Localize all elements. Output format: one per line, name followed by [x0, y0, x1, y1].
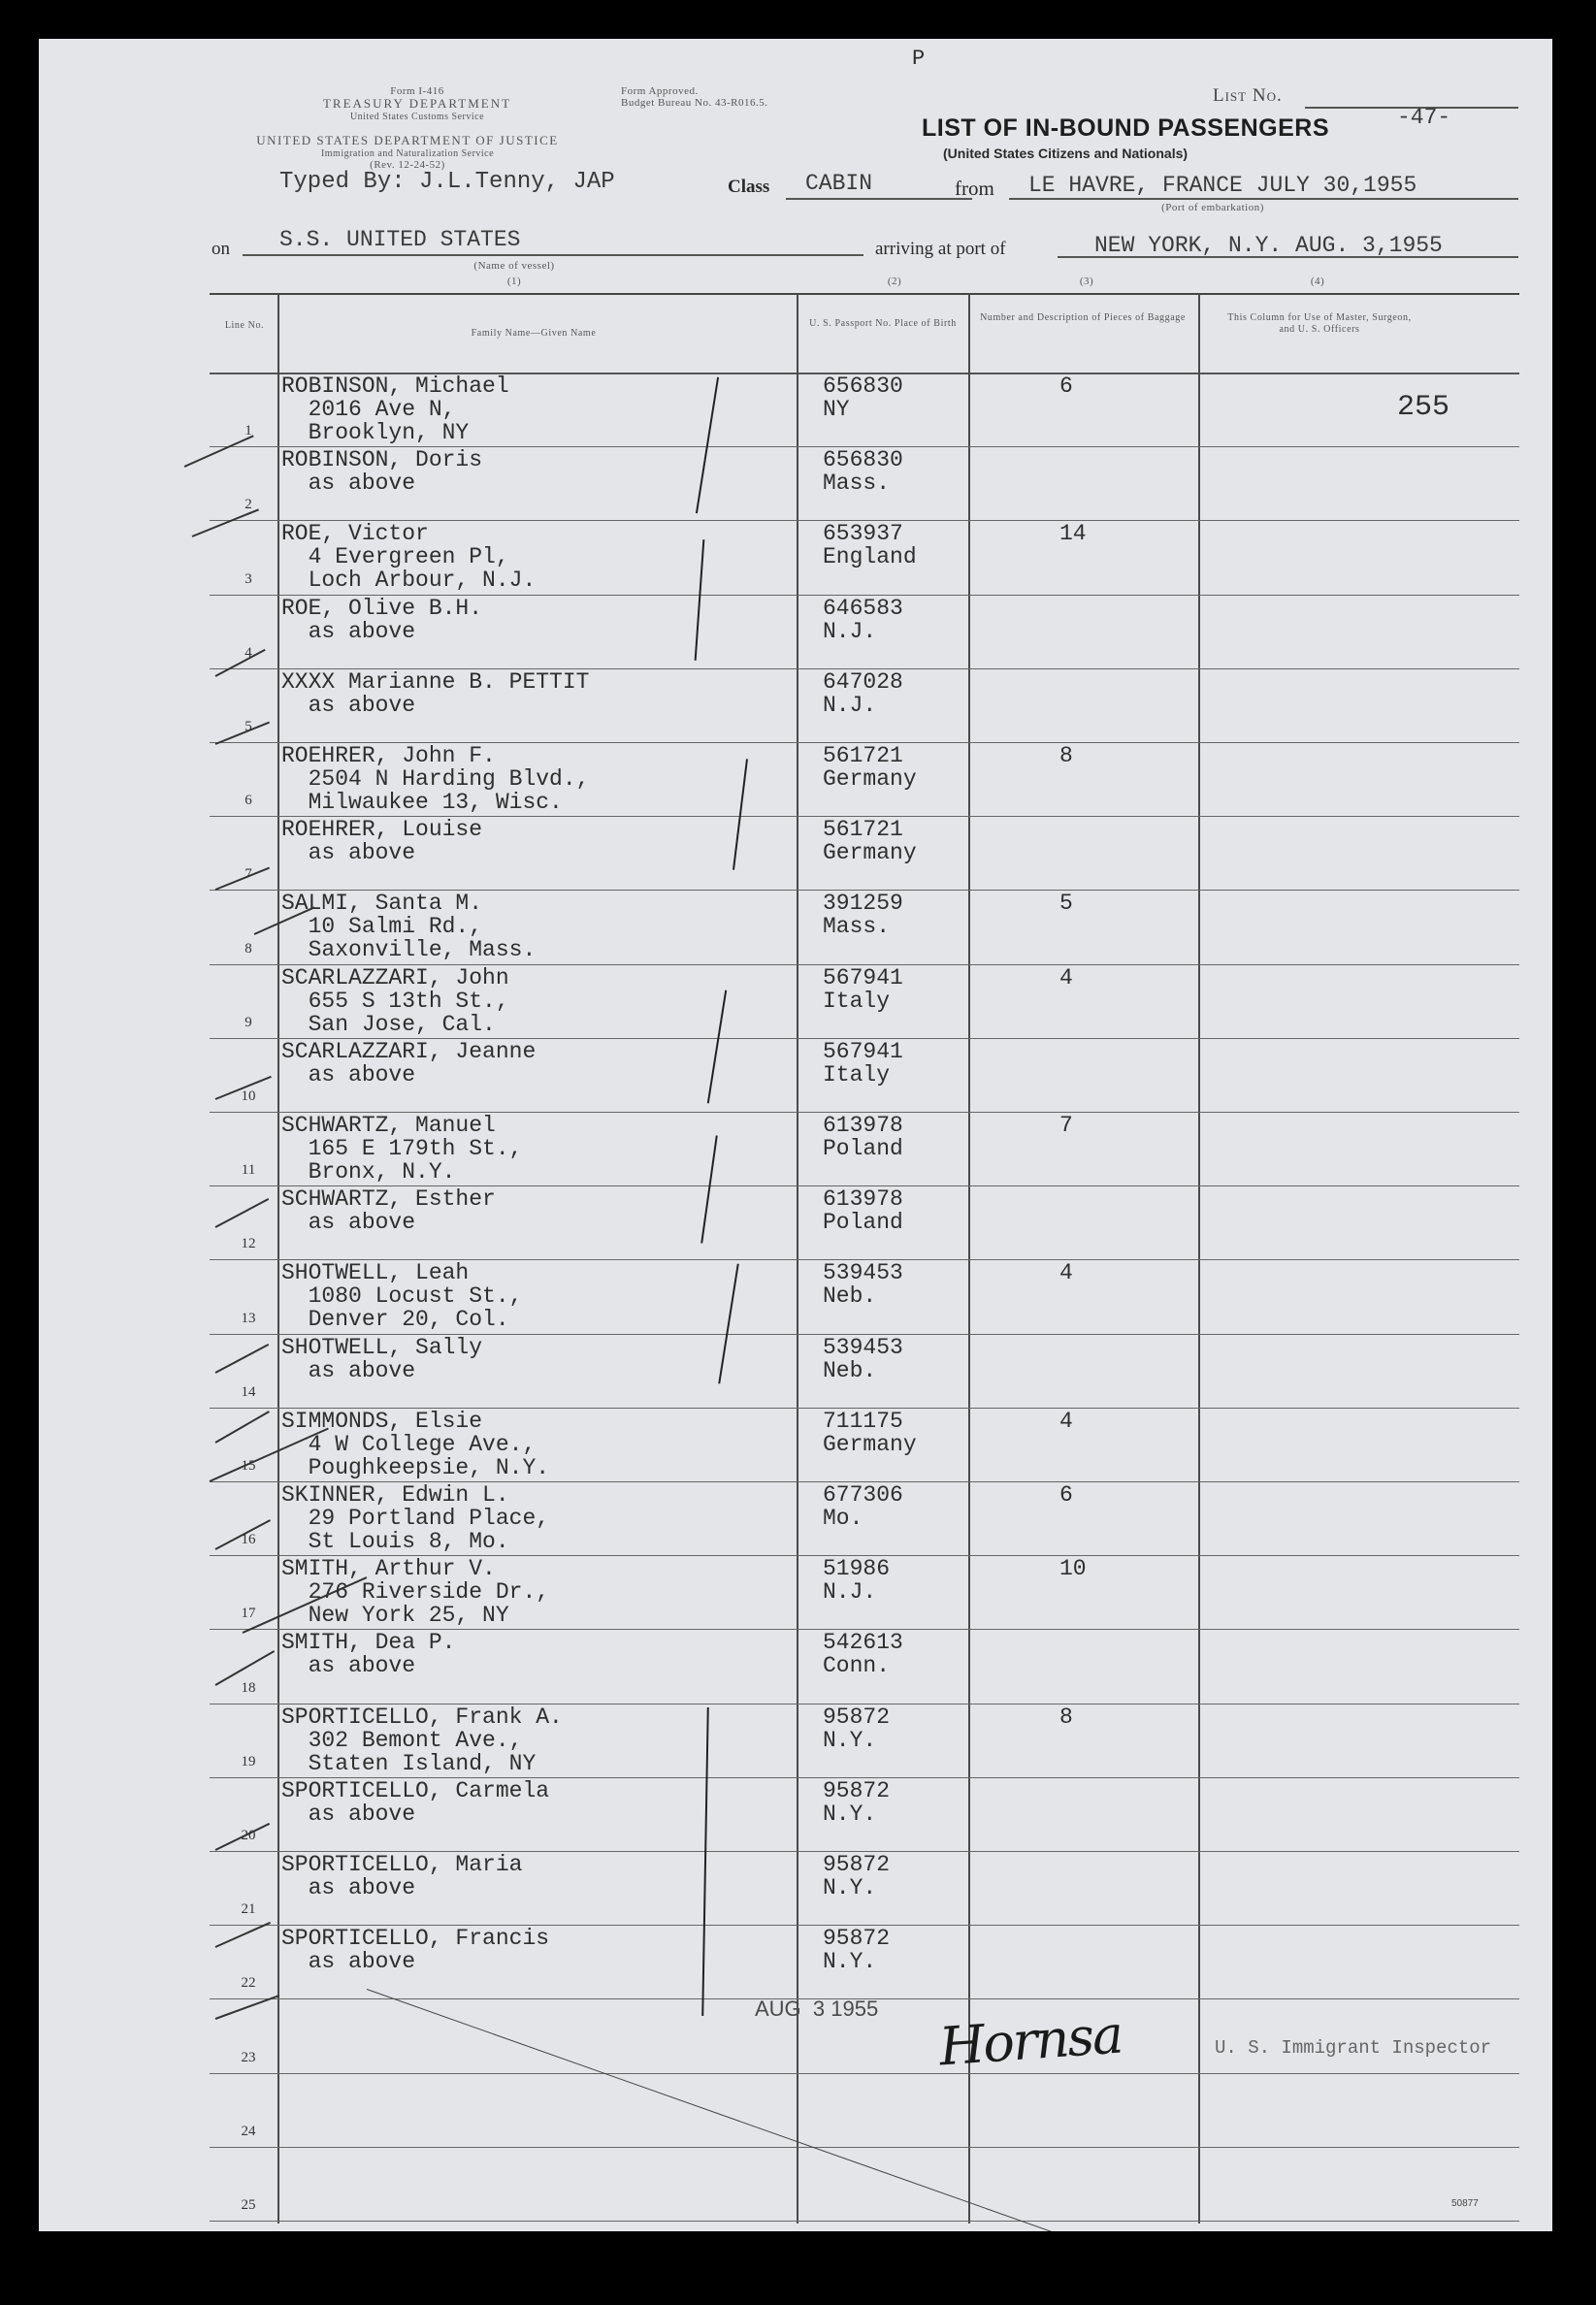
service-name: United States Customs Service: [349, 112, 485, 122]
line-number: 5: [244, 719, 252, 734]
line-tick: [192, 508, 259, 537]
line-number: 15: [241, 1458, 256, 1474]
footer-code: 50877: [1451, 2198, 1479, 2209]
department-name: TREASURY DEPARTMENT: [322, 96, 512, 111]
table-top-border: [210, 293, 1519, 295]
row-divider: [210, 2221, 1519, 2222]
officer-note: 255: [1397, 391, 1450, 424]
passenger-name: SCARLAZZARI, Jeanne as above: [281, 1038, 537, 1088]
baggage-count: 5: [1059, 891, 1073, 917]
col-number-2: (2): [887, 276, 902, 287]
col-divider-line: [277, 293, 279, 2224]
inspector-signature: Hornsa: [937, 2003, 1124, 2078]
passenger-name: SMITH, Dea P. as above: [281, 1630, 456, 1679]
port-embark-label: (Port of embarkation): [1161, 202, 1264, 213]
line-number: 16: [241, 1532, 256, 1548]
class-value: CABIN: [805, 171, 873, 196]
row-divider: [210, 2073, 1519, 2074]
check-mark: [695, 539, 705, 661]
col-divider-passport: [968, 293, 970, 2224]
form-number: Form I-416: [390, 85, 444, 97]
baggage-count: 7: [1059, 1113, 1073, 1138]
approval-line: Form Approved.: [621, 85, 699, 97]
check-mark: [733, 759, 748, 869]
line-tick: [215, 1198, 270, 1228]
passenger-name: SKINNER, Edwin L. 29 Portland Place, St Louis 8, Mo.: [281, 1482, 550, 1554]
passport-birthplace: 542613 Conn.: [823, 1630, 903, 1679]
check-mark: [718, 1264, 739, 1384]
baggage-count: 6: [1059, 373, 1073, 399]
line-number: 17: [241, 1606, 256, 1622]
baggage-count: 4: [1059, 1408, 1073, 1434]
from-value: LE HAVRE, FRANCE JULY 30,1955: [1028, 173, 1417, 198]
passenger-name: SALMI, Santa M. 10 Salmi Rd., Saxonville, Mass.: [281, 891, 537, 963]
passport-birthplace: 95872 N.Y.: [823, 1852, 891, 1900]
form-title: LIST OF IN-BOUND PASSENGERS: [922, 114, 1330, 142]
passport-birthplace: 391259 Mass.: [823, 891, 903, 940]
baggage-count: 10: [1059, 1556, 1087, 1582]
line-number: 19: [241, 1753, 256, 1769]
list-no-value: -47-: [1397, 105, 1451, 130]
col-number-4: (4): [1310, 276, 1325, 287]
list-no-label: List No.: [1213, 85, 1283, 106]
baggage-count: 8: [1059, 743, 1073, 768]
line-number: 22: [241, 1975, 256, 1992]
passenger-name: ROE, Victor 4 Evergreen Pl, Loch Arbour, N.J.: [281, 521, 537, 594]
line-number: 9: [244, 1014, 252, 1030]
line-number: 12: [241, 1236, 256, 1252]
col-head-line: Line No.: [224, 320, 265, 331]
line-number: 6: [244, 793, 252, 809]
line-number: 4: [244, 644, 252, 661]
line-tick: [215, 1344, 270, 1374]
col-number-1: (1): [506, 276, 522, 287]
line-number: 24: [241, 2123, 256, 2139]
passenger-name: SPORTICELLO, Francis as above: [281, 1926, 550, 1975]
line-number: 18: [241, 1679, 256, 1696]
passport-birthplace: 646583 N.J.: [823, 595, 903, 644]
line-number: 2: [244, 497, 252, 513]
passport-birthplace: 653937 England: [823, 521, 917, 570]
line-number: 20: [241, 1828, 256, 1843]
col-divider-name: [797, 293, 798, 2224]
check-mark: [707, 990, 727, 1104]
line-number: 11: [241, 1162, 256, 1179]
col-head-name: Family Name—Given Name: [471, 328, 597, 339]
passenger-name: SHOTWELL, Sally as above: [281, 1334, 483, 1383]
passport-birthplace: 539453 Neb.: [823, 1260, 903, 1310]
passenger-name: ROBINSON, Michael 2016 Ave N, Brooklyn, NY: [281, 373, 509, 445]
passenger-name: SPORTICELLO, Frank A. 302 Bemont Ave., Staten Island, NY: [281, 1704, 563, 1776]
from-label: from: [955, 177, 994, 200]
line-number: 13: [241, 1310, 256, 1326]
line-number: 3: [244, 570, 252, 587]
class-label: Class: [728, 177, 770, 197]
vessel-name: S.S. UNITED STATES: [279, 227, 521, 252]
row-divider: [210, 2147, 1519, 2148]
line-tick: [215, 1411, 270, 1444]
passenger-name: XXXX Marianne B. PETTIT as above: [281, 668, 590, 718]
vessel-underline: [243, 254, 863, 256]
col-divider-baggage: [1198, 293, 1200, 2224]
arrival-underline: [1058, 256, 1518, 258]
passport-birthplace: 677306 Mo.: [823, 1482, 903, 1531]
passport-birthplace: 656830 NY: [823, 373, 903, 422]
line-number: 25: [241, 2197, 256, 2213]
class-underline: [786, 198, 972, 200]
col-head-passport: U. S. Passport No. Place of Birth: [809, 318, 957, 329]
passenger-name: SMITH, Arthur V. 276 Riverside Dr., New York 25, NY: [281, 1556, 550, 1629]
passport-birthplace: 567941 Italy: [823, 964, 903, 1014]
line-number: 8: [244, 940, 252, 957]
passenger-name: SHOTWELL, Leah 1080 Locust St., Denver 20, Col.: [281, 1260, 523, 1333]
passport-birthplace: 613978 Poland: [823, 1113, 903, 1161]
passport-birthplace: 656830 Mass.: [823, 447, 903, 497]
baggage-count: 4: [1059, 1260, 1073, 1286]
passenger-name: ROBINSON, Doris as above: [281, 447, 483, 497]
passport-birthplace: 647028 N.J.: [823, 668, 903, 718]
baggage-count: 8: [1059, 1704, 1073, 1730]
baggage-count: 6: [1059, 1482, 1073, 1508]
revision-date: (Rev. 12-24-52): [370, 159, 445, 171]
passport-birthplace: 95872 N.Y.: [823, 1777, 891, 1827]
typed-by: Typed By: J.L.Tenny, JAP: [279, 169, 615, 195]
passenger-name: ROEHRER, John F. 2504 N Harding Blvd., Milwaukee 13, Wisc.: [281, 743, 590, 815]
check-mark: [696, 377, 719, 514]
line-tick: [184, 435, 254, 468]
passport-birthplace: 561721 Germany: [823, 817, 917, 866]
passport-birthplace: 95872 N.Y.: [823, 1926, 891, 1975]
col-number-3: (3): [1079, 276, 1094, 287]
passenger-name: SCHWARTZ, Manuel 165 E 179th St., Bronx, N.Y.: [281, 1113, 523, 1185]
vessel-label: (Name of vessel): [473, 260, 555, 272]
line-number: 10: [241, 1088, 256, 1104]
doj-name: UNITED STATES DEPARTMENT OF JUSTICE: [256, 133, 559, 147]
baggage-count: 4: [1059, 964, 1073, 990]
passport-birthplace: 95872 N.Y.: [823, 1704, 891, 1753]
check-mark: [701, 1707, 709, 2016]
passenger-name: SCHWARTZ, Esther as above: [281, 1186, 496, 1236]
passenger-name: SCARLAZZARI, John 655 S 13th St., San Jose, Cal.: [281, 964, 509, 1037]
arriving-label: arriving at port of: [875, 239, 1006, 259]
passenger-name: SIMMONDS, Elsie 4 W College Ave., Poughkeepsie, N.Y.: [281, 1408, 550, 1480]
line-number: 7: [244, 866, 252, 883]
passenger-name: ROEHRER, Louise as above: [281, 817, 483, 866]
passport-birthplace: 613978 Poland: [823, 1186, 903, 1236]
passenger-name: SPORTICELLO, Carmela as above: [281, 1777, 550, 1827]
on-label: on: [212, 239, 230, 259]
line-number: 23: [241, 2049, 256, 2065]
col-head-baggage: Number and Description of Pieces of Baggage: [980, 312, 1186, 323]
line-number: 14: [241, 1383, 256, 1400]
passport-birthplace: 539453 Neb.: [823, 1334, 903, 1383]
line-number: 21: [241, 1901, 256, 1918]
col-head-officers: This Column for Use of Master, Surgeon, and U. S. Officers: [1227, 312, 1412, 335]
arrival-value: NEW YORK, N.Y. AUG. 3,1955: [1094, 233, 1443, 258]
from-underline: [1009, 198, 1518, 200]
form-subtitle: (United States Citizens and Nationals): [943, 146, 1189, 161]
passenger-name: SPORTICELLO, Maria as above: [281, 1852, 523, 1900]
date-stamp: AUG 3 1955: [755, 1997, 879, 2021]
top-mark: P: [912, 47, 926, 71]
passport-birthplace: 561721 Germany: [823, 743, 917, 792]
baggage-count: 14: [1059, 521, 1087, 547]
passport-birthplace: 567941 Italy: [823, 1038, 903, 1088]
inspector-label: U. S. Immigrant Inspector: [1215, 2037, 1492, 2059]
budget-bureau-line: Budget Bureau No. 43-R016.5.: [621, 97, 768, 109]
passport-birthplace: 711175 Germany: [823, 1408, 917, 1457]
ins-name: Immigration and Naturalization Service: [320, 148, 495, 159]
passenger-manifest-page: [39, 39, 1552, 2231]
passport-birthplace: 51986 N.J.: [823, 1556, 891, 1606]
check-mark: [700, 1135, 718, 1243]
passenger-name: ROE, Olive B.H. as above: [281, 595, 483, 644]
line-number: 1: [244, 423, 252, 439]
